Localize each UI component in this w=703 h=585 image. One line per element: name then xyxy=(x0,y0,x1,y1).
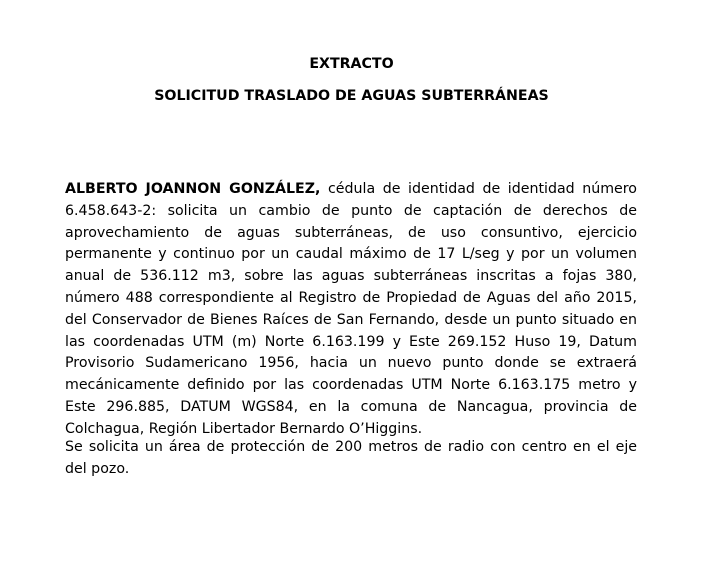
document-subtitle: SOLICITUD TRASLADO DE AGUAS SUBTERRÁNEAS xyxy=(154,88,549,104)
document-title: EXTRACTO xyxy=(309,56,394,72)
main-paragraph xyxy=(65,179,637,441)
applicant-name: ALBERTO JOANNON GONZÁLEZ, xyxy=(65,181,321,197)
protection-area-paragraph: Se solicita un área de protección de 200 metros de radio con centro en el eje del pozo. xyxy=(65,439,637,477)
main-paragraph-text: cédula de identidad de identidad número 6.458.643-2: solicita un cambio de punto de captación de derechos de aprovechamiento de aguas subterráneas, de uso consuntivo, ejercicio permanente y continuo por un caudal máximo de 17 L/seg y por un volumen anual de 536.112 m3, sobre las aguas subterráneas inscritas a fojas 380, número 488 correspondiente al Registro de Propiedad de Aguas del año 2015, del Conservador de Bienes Raíces de San Fernando, desde un punto situado en las coordenadas UTM (m) Norte 6.163.199 y Este 269.152 Huso 19, Datum Provisorio Sudamericano 1956, hacia un nuevo punto donde se extraerá mecánicamente definido por las coordenadas UTM Norte 6.163.175 metro y Este 296.885, DATUM WGS84, en la comuna de Nancagua, provincia de Colchagua, Región Libertador Bernardo O’Higgins. xyxy=(65,181,637,437)
